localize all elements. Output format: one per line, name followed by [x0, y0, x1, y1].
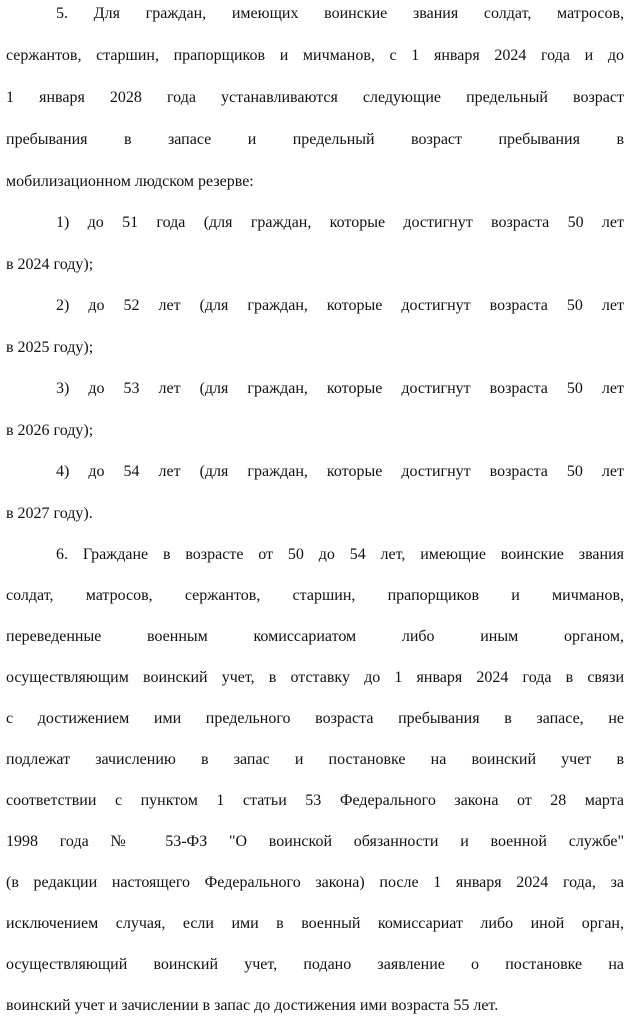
- list-item-line: в 2024 году);: [6, 256, 94, 273]
- paragraph-5-line: сержантов, старшин, прапорщиков и мичманов, с 1 января 2024 года и до: [6, 47, 624, 64]
- paragraph-6-line: переведенные военным комиссариатом либо иным органом,: [6, 628, 624, 645]
- paragraph-5-line: мобилизационном людском резерве:: [6, 173, 254, 190]
- list-item-line: в 2026 году);: [6, 422, 94, 439]
- paragraph-6-line: осуществляющий воинский учет, подано заявление о постановке на: [6, 956, 624, 973]
- paragraph-6-line: 1998 года № 53-ФЗ "О воинской обязанности и военной службе": [6, 833, 624, 850]
- paragraph-6-line: с достижением ими предельного возраста пребывания в запасе, не: [6, 710, 624, 727]
- list-item-line: в 2027 году).: [6, 505, 93, 522]
- paragraph-6-line: исключением случая, если ими в военный комиссариат либо иной орган,: [6, 915, 624, 932]
- list-item-line: 3) до 53 лет (для граждан, которые достигнут возраста 50 лет: [56, 380, 624, 397]
- paragraph-5-line: пребывания в запасе и предельный возраст пребывания в: [6, 131, 624, 148]
- list-item-line: 4) до 54 лет (для граждан, которые достигнут возраста 50 лет: [56, 463, 624, 480]
- paragraph-6-line: 6. Граждане в возрасте от 50 до 54 лет, имеющие воинские звания: [56, 546, 624, 563]
- paragraph-6-line: воинский учет и зачислении в запас до достижения ими возраста 55 лет.: [6, 997, 499, 1014]
- list-item-line: 1) до 51 года (для граждан, которые достигнут возраста 50 лет: [56, 214, 624, 231]
- paragraph-6-line: (в редакции настоящего Федерального закона) после 1 января 2024 года, за: [6, 874, 624, 891]
- list-item-line: 2) до 52 лет (для граждан, которые достигнут возраста 50 лет: [56, 297, 624, 314]
- paragraph-6-line: соответствии с пунктом 1 статьи 53 Федерального закона от 28 марта: [6, 792, 624, 809]
- paragraph-6-line: подлежат зачислению в запас и постановке на воинский учет в: [6, 751, 624, 768]
- paragraph-6-line: осуществляющим воинский учет, в отставку до 1 января 2024 года в связи: [6, 669, 624, 686]
- paragraph-5-line: 1 января 2028 года устанавливаются следующие предельный возраст: [6, 89, 624, 106]
- list-item-line: в 2025 году);: [6, 339, 94, 356]
- paragraph-6-line: солдат, матросов, сержантов, старшин, прапорщиков и мичманов,: [6, 587, 624, 604]
- paragraph-5-line: 5. Для граждан, имеющих воинские звания солдат, матросов,: [56, 5, 624, 22]
